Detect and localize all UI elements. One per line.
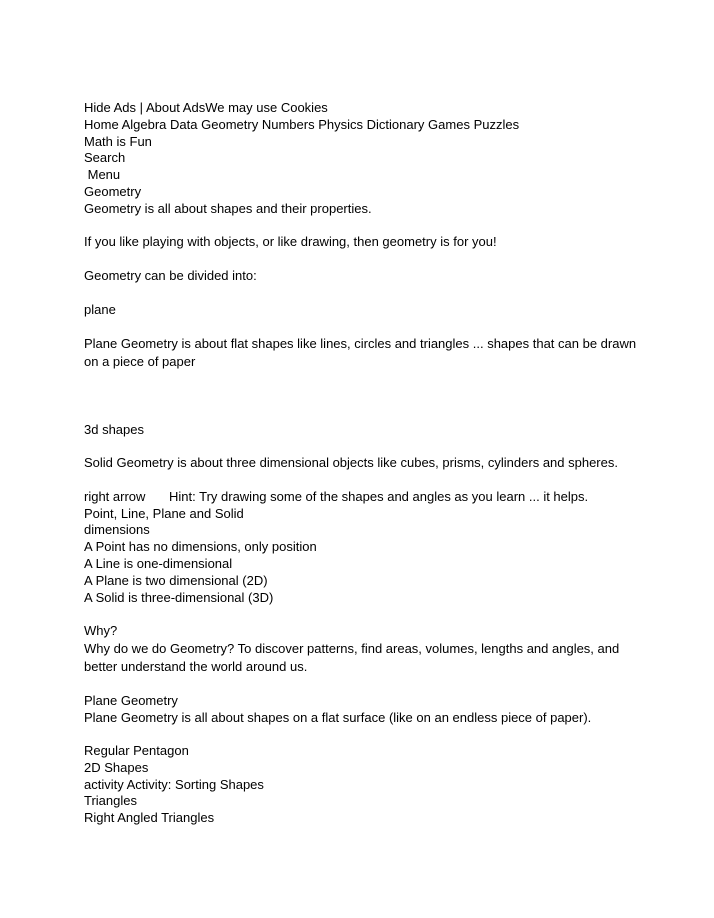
activity-row [84, 777, 644, 794]
plane-geometry-heading: Plane Geometry [84, 692, 178, 708]
nav-games[interactable]: Games [428, 116, 470, 132]
link-right-angled-triangles[interactable]: Right Angled Triangles [84, 810, 215, 826]
solid-text: A Solid is three-dimensional (3D) [84, 589, 274, 605]
solid-image-alt: 3d shapes [84, 421, 144, 437]
nav-geometry[interactable]: Geometry [201, 116, 259, 132]
pentagon-image-alt: Regular Pentagon [84, 743, 189, 759]
plane-description: Plane Geometry is about flat shapes like lines, circles and triangles ... shapes that can be drawn on a piece of paper [84, 336, 637, 370]
nav-data[interactable]: Data [170, 116, 198, 132]
link-triangles[interactable]: Triangles [84, 793, 137, 809]
hint-row [84, 489, 644, 506]
page-content [84, 100, 644, 827]
page-title: Geometry [84, 183, 142, 199]
menu-button[interactable]: Menu [84, 167, 121, 183]
activity-icon: activity [84, 776, 124, 792]
right-arrow-icon: right arrow [84, 488, 146, 504]
point-line-plane-solid-heading: Point, Line, Plane and Solid [84, 505, 244, 521]
plane-text: A Plane is two dimensional (2D) [84, 572, 268, 588]
plane-image-alt: plane [84, 301, 116, 317]
activity-link[interactable]: Activity: Sorting Shapes [123, 776, 264, 792]
nav-numbers[interactable]: Numbers [261, 116, 315, 132]
why-heading: Why? [84, 623, 118, 639]
cookies-notice: We may use Cookies [205, 100, 328, 115]
playing-text: If you like playing with objects, or like drawing, then geometry is for you! [84, 234, 497, 250]
site-logo[interactable]: Math is Fun [84, 133, 152, 149]
top-nav [84, 117, 644, 134]
nav-puzzles[interactable]: Puzzles [473, 116, 520, 132]
point-text: A Point has no dimensions, only position [84, 539, 317, 555]
plane-geometry-text: Plane Geometry is all about shapes on a flat surface (like on an endless piece of paper). [84, 709, 592, 725]
ads-bar [84, 100, 644, 117]
about-ads-link[interactable]: About Ads [145, 100, 206, 115]
why-text: Why do we do Geometry? To discover patterns, find areas, volumes, lengths and angles, and better understand the world around us. [84, 640, 620, 674]
ads-separator: | [136, 100, 146, 115]
solid-description: Solid Geometry is about three dimensional objects like cubes, prisms, cylinders and spheres. [84, 455, 618, 471]
link-2d-shapes[interactable]: 2D Shapes [84, 759, 149, 775]
divided-text: Geometry can be divided into: [84, 267, 257, 283]
hint-text: Hint: Try drawing some of the shapes and angles as you learn ... it helps. [169, 488, 589, 504]
line-text: A Line is one-dimensional [84, 555, 233, 571]
nav-home[interactable]: Home [84, 116, 119, 132]
hide-ads-link[interactable]: Hide Ads [84, 100, 137, 115]
nav-physics[interactable]: Physics [318, 116, 363, 132]
nav-dictionary[interactable]: Dictionary [366, 116, 425, 132]
search-link[interactable]: Search [84, 150, 126, 166]
nav-algebra[interactable]: Algebra [121, 116, 167, 132]
intro-text: Geometry is all about shapes and their properties. [84, 200, 372, 216]
dimensions-image-alt: dimensions [84, 522, 150, 538]
